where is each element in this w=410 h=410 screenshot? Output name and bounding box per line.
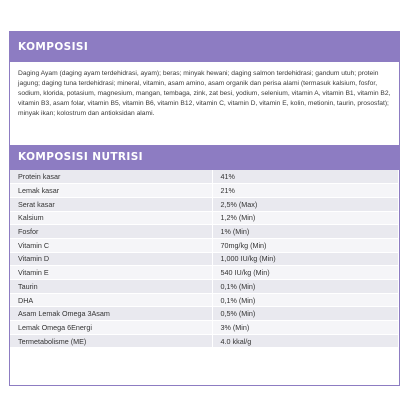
nutrient-value: 0,5% (Min) <box>212 307 398 321</box>
nutrition-row <box>10 225 399 239</box>
nutrition-row <box>10 238 399 252</box>
nutrition-row <box>10 293 399 307</box>
composition-panel <box>9 31 400 386</box>
nutrient-value: 21% <box>212 184 398 198</box>
nutrition-row <box>10 307 399 321</box>
nutrient-name: Lemak kasar <box>10 184 212 198</box>
nutrient-value: 540 IU/kg (Min) <box>212 266 398 280</box>
nutrient-value: 0,1% (Min) <box>212 293 398 307</box>
nutrition-table <box>10 170 399 348</box>
nutrient-value: 2,5% (Max) <box>212 197 398 211</box>
nutrient-value: 0,1% (Min) <box>212 280 398 294</box>
nutrient-value: 70mg/kg (Min) <box>212 238 398 252</box>
nutrient-value: 4.0 kkal/g <box>212 334 398 348</box>
nutrition-row <box>10 321 399 335</box>
nutrient-name: Termetabolisme (ME) <box>10 334 212 348</box>
nutrient-value: 41% <box>212 170 398 184</box>
nutrient-value: 1% (Min) <box>212 225 398 239</box>
nutrition-heading: KOMPOSISI NUTRISI <box>10 145 399 170</box>
nutrition-row <box>10 266 399 280</box>
nutrition-row <box>10 211 399 225</box>
nutrition-row <box>10 252 399 266</box>
ingredients-text: Daging Ayam (daging ayam terdehidrasi, ayam); beras; minyak hewani; daging salmon terdehidrasi; gandum utuh; protein jagung; daging tuna terdehidrasi; mineral, vitamin, asam amino, asam organik dan perisa alami (termasuk kalsium, fosfor, sodium, klorida, potasium, magnesium, mangan, tembaga, zink, zat besi, yodium, selenium, vitamin A, vitamin B1, vitamin B2, vitamin B3, asam folar, vitamin B5, vitamin B6, vitamin B12, vitamin C, vitamin D, vitamin E, kolin, metionin, taurin, prososfat); minyak ikan; kolostrum dan antioksidan alami. <box>18 70 391 117</box>
nutrition-row <box>10 280 399 294</box>
nutrient-name: Protein kasar <box>10 170 212 184</box>
nutrient-value: 1,2% (Min) <box>212 211 398 225</box>
nutrient-name: Vitamin C <box>10 238 212 252</box>
nutrient-name: Taurin <box>10 280 212 294</box>
nutrient-name: DHA <box>10 293 212 307</box>
nutrient-value: 3% (Min) <box>212 321 398 335</box>
nutrient-name: Vitamin E <box>10 266 212 280</box>
nutrient-value: 1,000 IU/kg (Min) <box>212 252 398 266</box>
nutrient-name: Serat kasar <box>10 197 212 211</box>
nutrient-name: Kalsium <box>10 211 212 225</box>
nutrition-row <box>10 197 399 211</box>
nutrition-row <box>10 184 399 198</box>
nutrition-row <box>10 170 399 184</box>
nutrient-name: Asam Lemak Omega 3Asam <box>10 307 212 321</box>
nutrition-row <box>10 334 399 348</box>
composition-heading: KOMPOSISI <box>10 32 399 62</box>
nutrient-name: Fosfor <box>10 225 212 239</box>
nutrient-name: Vitamin D <box>10 252 212 266</box>
nutrient-name: Lemak Omega 6Energi <box>10 321 212 335</box>
